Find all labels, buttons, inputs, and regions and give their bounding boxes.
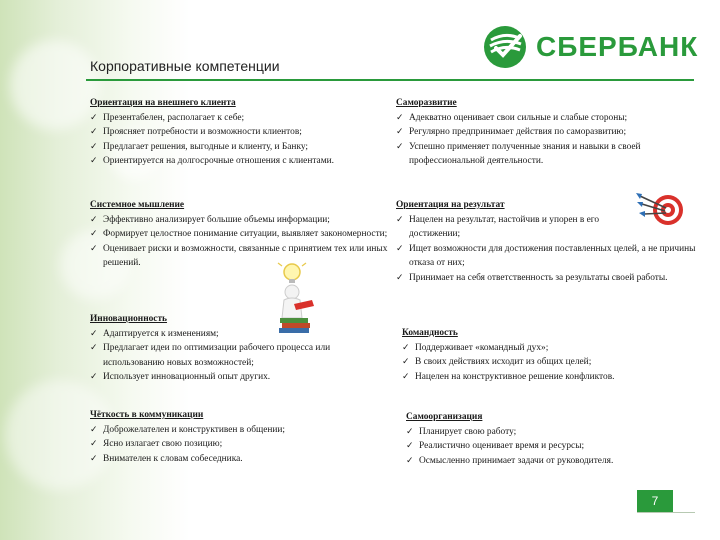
list-item: ✓ Планирует свою работу; <box>406 425 696 440</box>
list-item: ✓ Доброжелателен и конструктивен в общении; <box>90 423 390 438</box>
header-divider <box>86 79 694 81</box>
list-item: ✓ Регулярно предпринимает действия по саморазвитию; <box>396 125 696 140</box>
list-item: ✓ Успешно применяет полученные знания и навыки в своей профессиональной деятельности. <box>396 140 696 169</box>
section-list <box>402 341 692 385</box>
section-list <box>406 425 696 469</box>
section-innovation <box>90 312 380 385</box>
section-title: Системное мышление <box>90 200 185 210</box>
section-selforg <box>406 410 696 468</box>
list-item: ✓ Адаптируется к изменениям; <box>90 327 380 342</box>
section-team <box>402 326 692 384</box>
section-systems <box>90 198 390 271</box>
section-title: Ориентация на внешнего клиента <box>90 98 236 108</box>
list-item: ✓ Использует инновационный опыт других. <box>90 370 380 385</box>
section-title: Самоорганизация <box>406 412 483 422</box>
section-title: Инновационность <box>90 314 168 324</box>
page-title: Корпоративные компетенции <box>90 58 280 74</box>
sberbank-logo-icon <box>482 24 528 70</box>
lightbulb-figure-icon <box>262 262 326 338</box>
section-title: Саморазвитие <box>396 98 457 108</box>
list-item: ✓ Проясняет потребности и возможности клиентов; <box>90 125 390 140</box>
section-list <box>90 327 380 385</box>
section-title: Ориентация на результат <box>396 200 505 210</box>
sberbank-logo <box>482 22 698 72</box>
list-item: ✓ Оценивает риски и возможности, связанные с принятием тех или иных решений. <box>90 242 390 271</box>
section-development <box>396 96 696 169</box>
list-item: ✓ Осмысленно принимает задачи от руководителя. <box>406 454 696 469</box>
footer-divider <box>637 512 695 513</box>
list-item: ✓ Ориентируется на долгосрочные отношения с клиентами. <box>90 154 390 169</box>
section-client <box>90 96 390 169</box>
list-item: ✓ Реалистично оценивает время и ресурсы; <box>406 439 696 454</box>
section-title: Командность <box>402 328 458 338</box>
list-item: ✓ Предлагает идеи по оптимизации рабочего процесса или использованию новых возможностей; <box>90 341 380 370</box>
section-list <box>90 111 390 169</box>
page-number: 7 <box>637 490 673 512</box>
list-item: ✓ Нацелен на конструктивное решение конфликтов. <box>402 370 692 385</box>
list-item: ✓ Ищет возможности для достижения поставленных целей, а не причины отказа от них; <box>396 242 696 271</box>
list-item: ✓ Поддерживает «командный дух»; <box>402 341 692 356</box>
section-list <box>396 111 696 169</box>
section-list <box>90 423 390 467</box>
section-communication <box>90 408 390 466</box>
section-title: Чёткость в коммуникации <box>90 410 204 420</box>
list-item: ✓ В своих действиях исходит из общих целей; <box>402 355 692 370</box>
list-item: ✓ Внимателен к словам собеседника. <box>90 452 390 467</box>
list-item: ✓ Формирует целостное понимание ситуации, выявляет закономерности; <box>90 227 390 242</box>
list-item: ✓ Эффективно анализирует большие объемы информации; <box>90 213 390 228</box>
list-item: ✓ Предлагает решения, выгодные и клиенту, и Банку; <box>90 140 390 155</box>
list-item: ✓ Ясно излагает свою позицию; <box>90 437 390 452</box>
logo-text: СБЕРБАНК <box>536 31 699 62</box>
target-with-darts-icon <box>634 186 684 230</box>
list-item: ✓ Презентабелен, располагает к себе; <box>90 111 390 126</box>
list-item: ✓ Нацелен на результат, настойчив и упорен в его достижении; <box>396 213 696 242</box>
list-item: ✓ Принимает на себя ответственность за результаты своей работы. <box>396 271 696 286</box>
list-item: ✓ Адекватно оценивает свои сильные и слабые стороны; <box>396 111 696 126</box>
section-list <box>90 213 390 271</box>
